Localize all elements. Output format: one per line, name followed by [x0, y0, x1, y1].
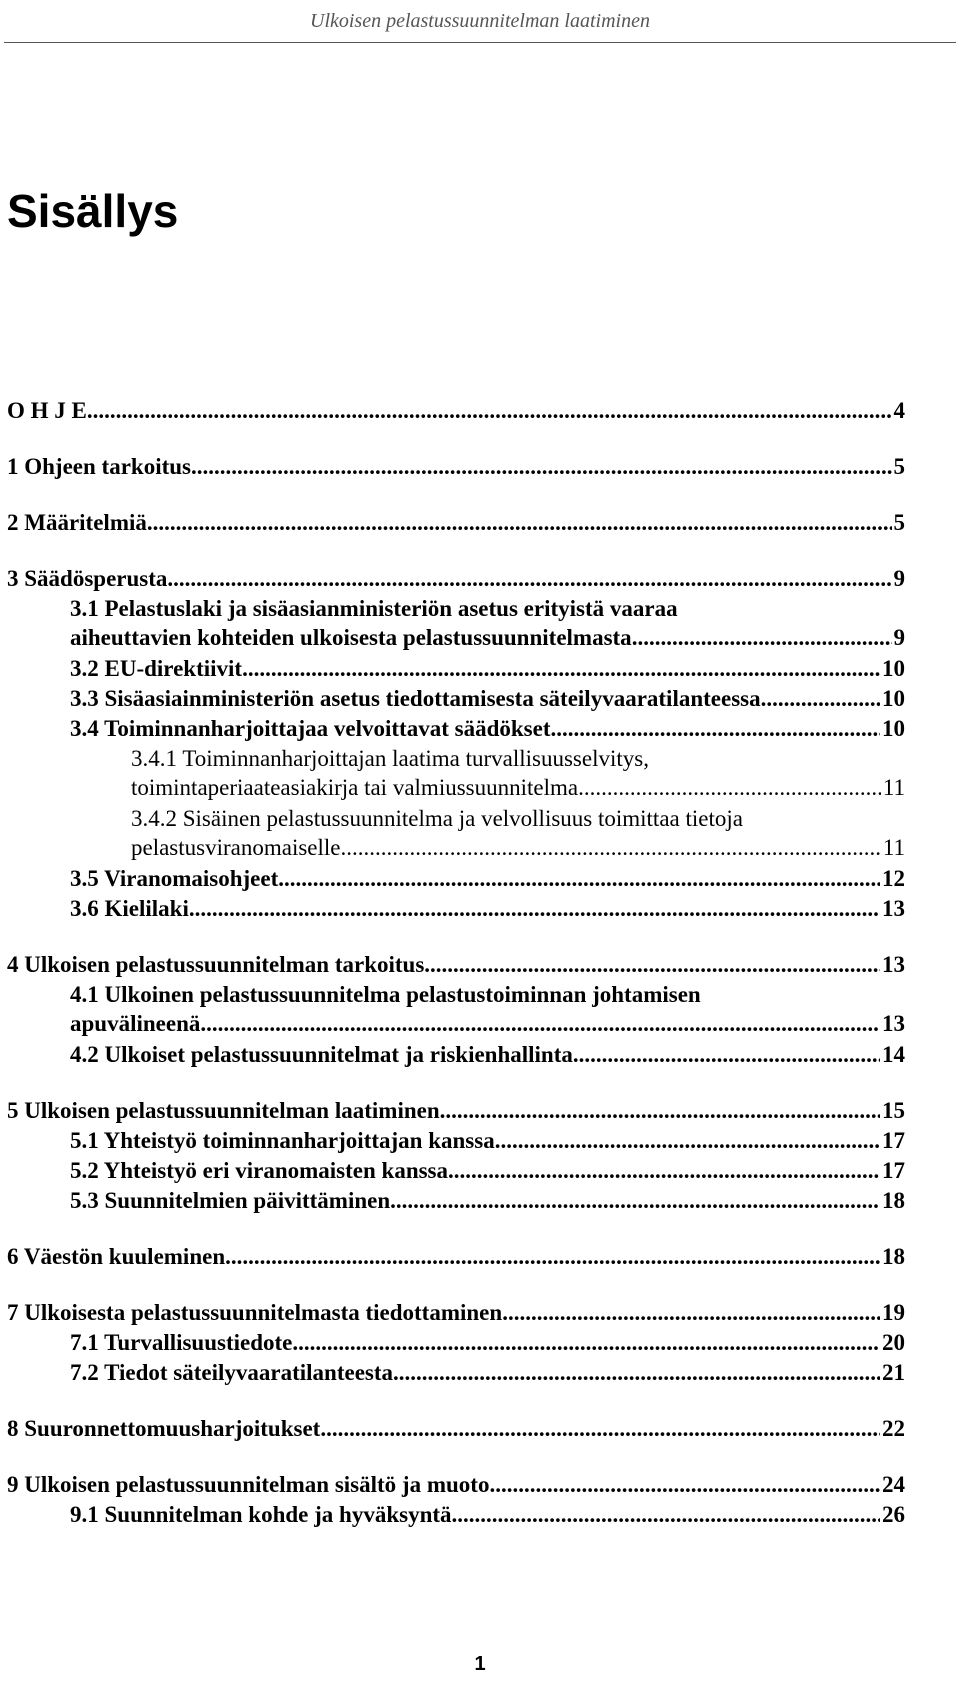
toc-entry-7-1[interactable] [70, 1328, 905, 1357]
toc-entry-text-continued: pelastusviranomaiselle [131, 835, 341, 860]
toc-page-number: 12 [882, 866, 905, 891]
toc-entry-text: 5.3 Suunnitelmien päivittäminen [70, 1188, 391, 1213]
toc-entry-text-continued: aiheuttavien kohteiden ulkoisesta pelastussuunnitelmasta [70, 625, 632, 650]
toc-leader [242, 654, 880, 683]
toc-leader [320, 1414, 880, 1443]
header-divider [4, 42, 956, 43]
toc-entry-text: 5.1 Yhteistyö toiminnanharjoittajan kanssa [70, 1128, 495, 1153]
toc-entry-7-2[interactable] [70, 1358, 905, 1387]
toc-entry-text: 4 Ulkoisen pelastussuunnitelman tarkoitus [7, 952, 425, 977]
toc-entry-3-6[interactable] [70, 894, 905, 923]
toc-page-number: 17 [882, 1128, 905, 1153]
toc-leader [225, 1242, 880, 1271]
toc-entry-text: 3.6 Kielilaki [70, 896, 189, 921]
toc-leader [390, 1186, 880, 1215]
toc-page-number: 11 [882, 775, 905, 800]
toc-leader [573, 1040, 880, 1069]
toc-leader [761, 684, 880, 713]
toc-entry-text: 5.2 Yhteistyö eri viranomaisten kanssa [70, 1158, 449, 1183]
toc-leader [632, 623, 892, 652]
toc-entry-3-1[interactable] [70, 594, 905, 652]
toc-page-number: 9 [893, 625, 905, 650]
toc-entry-6[interactable] [7, 1242, 905, 1271]
toc-page-number: 13 [882, 952, 905, 977]
toc-entry-5-1[interactable] [70, 1126, 905, 1155]
toc-entry-text: 1 Ohjeen tarkoitus [7, 454, 191, 479]
toc-page-number: 19 [882, 1300, 905, 1325]
toc-entry-4-1[interactable] [70, 980, 905, 1038]
toc-entry-text: 6 Väestön kuuleminen [7, 1244, 226, 1269]
toc-page-number: 18 [882, 1244, 905, 1269]
toc-entry-5-3[interactable] [70, 1186, 905, 1215]
page-number: 1 [474, 1653, 486, 1675]
toc-entry-text: 4.2 Ulkoiset pelastussuunnitelmat ja riskienhallinta [70, 1042, 573, 1067]
toc-entry-text: 3.4.2 Sisäinen pelastussuunnitelma ja velvollisuus toimittaa tietoja [131, 806, 743, 831]
toc-entry-text: 7.2 Tiedot säteilyvaaratilanteesta [70, 1360, 394, 1385]
toc-entry-3-4-1[interactable] [131, 744, 905, 802]
toc-entry-text: 4.1 Ulkoinen pelastussuunnitelma pelastustoiminnan johtamisen [70, 982, 701, 1007]
toc-entry-8[interactable] [7, 1414, 905, 1443]
toc-leader [489, 1470, 880, 1499]
toc-page-number: 5 [893, 454, 905, 479]
toc-entry-text: 3.1 Pelastuslaki ja sisäasianministeriön asetus erityistä vaaraa [70, 596, 678, 621]
toc-entry-text: 9.1 Suunnitelman kohde ja hyväksyntä [70, 1502, 452, 1527]
toc-entry-3-4[interactable] [70, 714, 905, 743]
toc-page-number: 22 [882, 1416, 905, 1441]
toc-leader [278, 864, 880, 893]
toc-leader [502, 1298, 880, 1327]
toc-leader [341, 833, 881, 862]
toc-entry-3-5[interactable] [70, 864, 905, 893]
toc-entry-text: 7.1 Turvallisuustiedote [70, 1330, 293, 1355]
toc-leader [393, 1358, 880, 1387]
toc-page-number: 5 [893, 510, 905, 535]
running-header: Ulkoisen pelastussuunnitelman laatiminen [310, 10, 650, 32]
toc-entry-3-3[interactable] [70, 684, 905, 713]
toc-entry-3[interactable] [7, 564, 905, 593]
toc-leader [452, 1500, 880, 1529]
toc-entry-text: 9 Ulkoisen pelastussuunnitelman sisältö ja muoto [7, 1472, 490, 1497]
toc-entry-text: 7 Ulkoisesta pelastussuunnitelmasta tiedottaminen [7, 1300, 503, 1325]
toc-page-number: 13 [882, 896, 905, 921]
toc-page-number: 11 [882, 835, 905, 860]
toc-entry-3-4-2[interactable] [131, 804, 905, 862]
toc-leader [147, 508, 892, 537]
toc-entry-text: O H J E [7, 398, 87, 423]
toc-page-number: 24 [882, 1472, 905, 1497]
toc-entry-ohje[interactable] [7, 396, 905, 425]
toc-leader [87, 396, 892, 425]
toc-leader [550, 714, 880, 743]
toc-page-number: 26 [882, 1502, 905, 1527]
toc-entry-text: 8 Suuronnettomuusharjoitukset [7, 1416, 321, 1441]
toc-leader [424, 950, 880, 979]
toc-entry-text: 3.4.1 Toiminnanharjoittajan laatima turvallisuusselvitys, [131, 746, 649, 771]
toc-entry-text: 3.5 Viranomaisohjeet [70, 866, 279, 891]
toc-leader [495, 1126, 880, 1155]
toc-leader [440, 1096, 880, 1125]
toc-entry-text-continued: apuvälineenä [70, 1011, 201, 1036]
toc-page-number: 10 [882, 716, 905, 741]
toc-leader [578, 773, 881, 802]
toc-entry-4-2[interactable] [70, 1040, 905, 1069]
toc-entry-text: 3 Säädösperusta [7, 566, 168, 591]
toc-page-number: 15 [882, 1098, 905, 1123]
toc-entry-text-continued: toimintaperiaateasiakirja tai valmiussuunnitelma [131, 775, 579, 800]
toc-page-number: 10 [882, 686, 905, 711]
toc-page-number: 18 [882, 1188, 905, 1213]
toc-entry-9[interactable] [7, 1470, 905, 1499]
toc-entry-text: 3.2 EU-direktiivit [70, 656, 243, 681]
toc-page-number: 17 [882, 1158, 905, 1183]
toc-page-number: 4 [893, 398, 905, 423]
toc-entry-9-1[interactable] [70, 1500, 905, 1529]
toc-page-number: 14 [882, 1042, 905, 1067]
toc-entry-text: 3.4 Toiminnanharjoittajaa velvoittavat säädökset [70, 716, 551, 741]
toc-leader [167, 564, 891, 593]
page-title: Sisällys [7, 185, 179, 237]
toc-entry-text: 5 Ulkoisen pelastussuunnitelman laatiminen [7, 1098, 440, 1123]
toc-entry-1[interactable] [7, 452, 905, 481]
toc-entry-5[interactable] [7, 1096, 905, 1125]
toc-page-number: 10 [882, 656, 905, 681]
toc-leader [448, 1156, 880, 1185]
toc-page-number: 21 [882, 1360, 905, 1385]
toc-entry-2[interactable] [7, 508, 905, 537]
toc-entry-text: 2 Määritelmiä [7, 510, 147, 535]
toc-leader [191, 452, 892, 481]
toc-leader [292, 1328, 880, 1357]
toc-leader [200, 1009, 880, 1038]
toc-entry-text: 3.3 Sisäasiainministeriön asetus tiedottamisesta säteilyvaaratilanteessa [70, 686, 761, 711]
toc-page-number: 20 [882, 1330, 905, 1355]
toc-entry-5-2[interactable] [70, 1156, 905, 1185]
toc-page-number: 13 [882, 1011, 905, 1036]
toc-leader [189, 894, 880, 923]
toc-entry-4[interactable] [7, 950, 905, 979]
toc-page-number: 9 [893, 566, 905, 591]
toc-entry-7[interactable] [7, 1298, 905, 1327]
toc-entry-3-2[interactable] [70, 654, 905, 683]
